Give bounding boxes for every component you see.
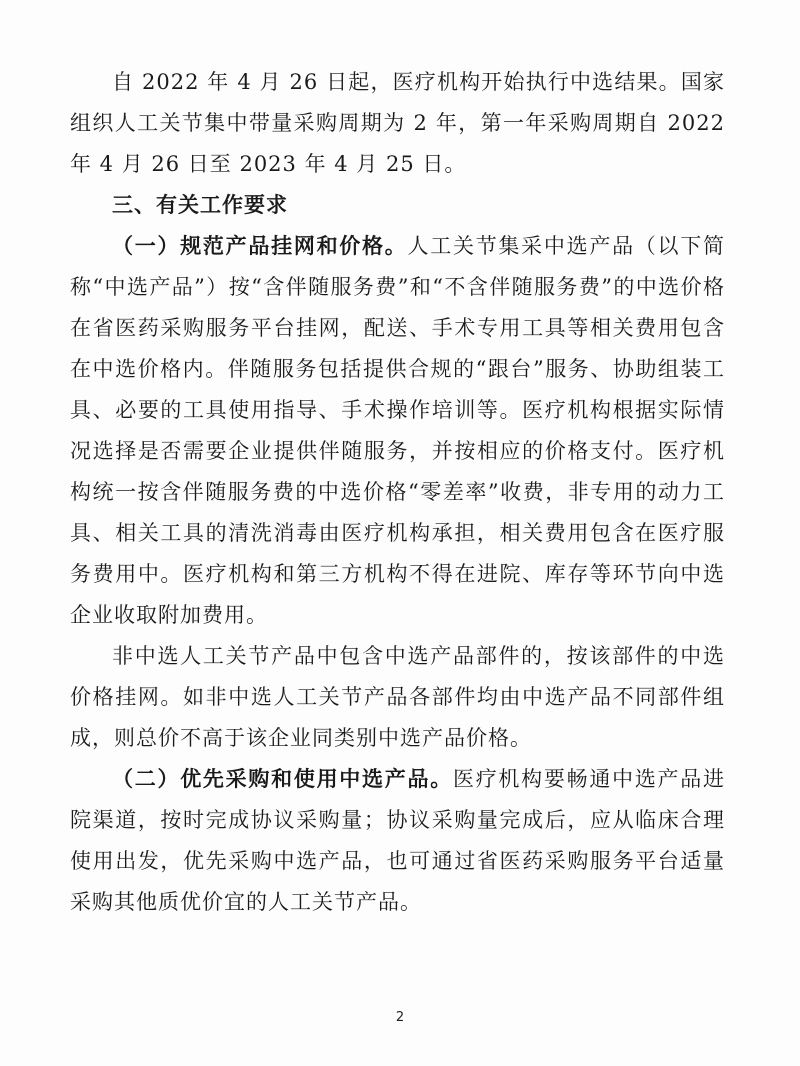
page-number: 2: [395, 1010, 405, 1025]
item-1-heading: （一）规范产品挂网和价格。: [112, 234, 408, 258]
item-1-body: 人工关节集采中选产品（以下简称“中选产品”）按“含伴随服务费”和“不含伴随服务费”的中选价格在省医药采购服务平台挂网，配送、手术专用工具等相关费用包含在中选价格内。伴随服务包括提供合规的“跟台”服务、协助组装工具、必要的工具使用指导、手术操作培训等。医疗机构根据实际情况选择是否需要企业提供伴随服务，并按相应的价格支付。医疗机构统一按含伴随服务费的中选价格“零差率”收费，非专用的动力工具、相关工具的清洗消毒由医疗机构承担，相关费用包含在医疗服务费用中。医疗机构和第三方机构不得在进院、库存等环节向中选企业收取附加费用。: [70, 234, 725, 627]
item-2-body: 医疗机构要畅通中选产品进院渠道，按时完成协议采购量；协议采购量完成后，应从临床合理使用出发，优先采购中选产品，也可通过省医药采购服务平台适量采购其他质优价宜的人工关节产品。: [70, 767, 726, 914]
paragraph-start-date: 自 2022 年 4 月 26 日起，医疗机构开始执行中选结果。国家组织人工关节集中带量采购周期为 2 年，第一年采购周期自 2022 年 4 月 26 日至 2023 年 4 月 25 日。: [70, 70, 725, 176]
document-body: [70, 62, 725, 923]
paragraph-non-selected: 非中选人工关节产品中包含中选产品部件的，按该部件的中选价格挂网。如非中选人工关节产品各部件均由中选产品不同部件组成，则总价不高于该企业同类别中选产品价格。: [70, 644, 725, 750]
paragraph-item-2: [70, 759, 725, 923]
paragraph-item-1: [70, 226, 725, 636]
item-2-heading: （二）优先采购和使用中选产品。: [112, 767, 453, 791]
section-heading: 三、有关工作要求: [112, 193, 288, 217]
